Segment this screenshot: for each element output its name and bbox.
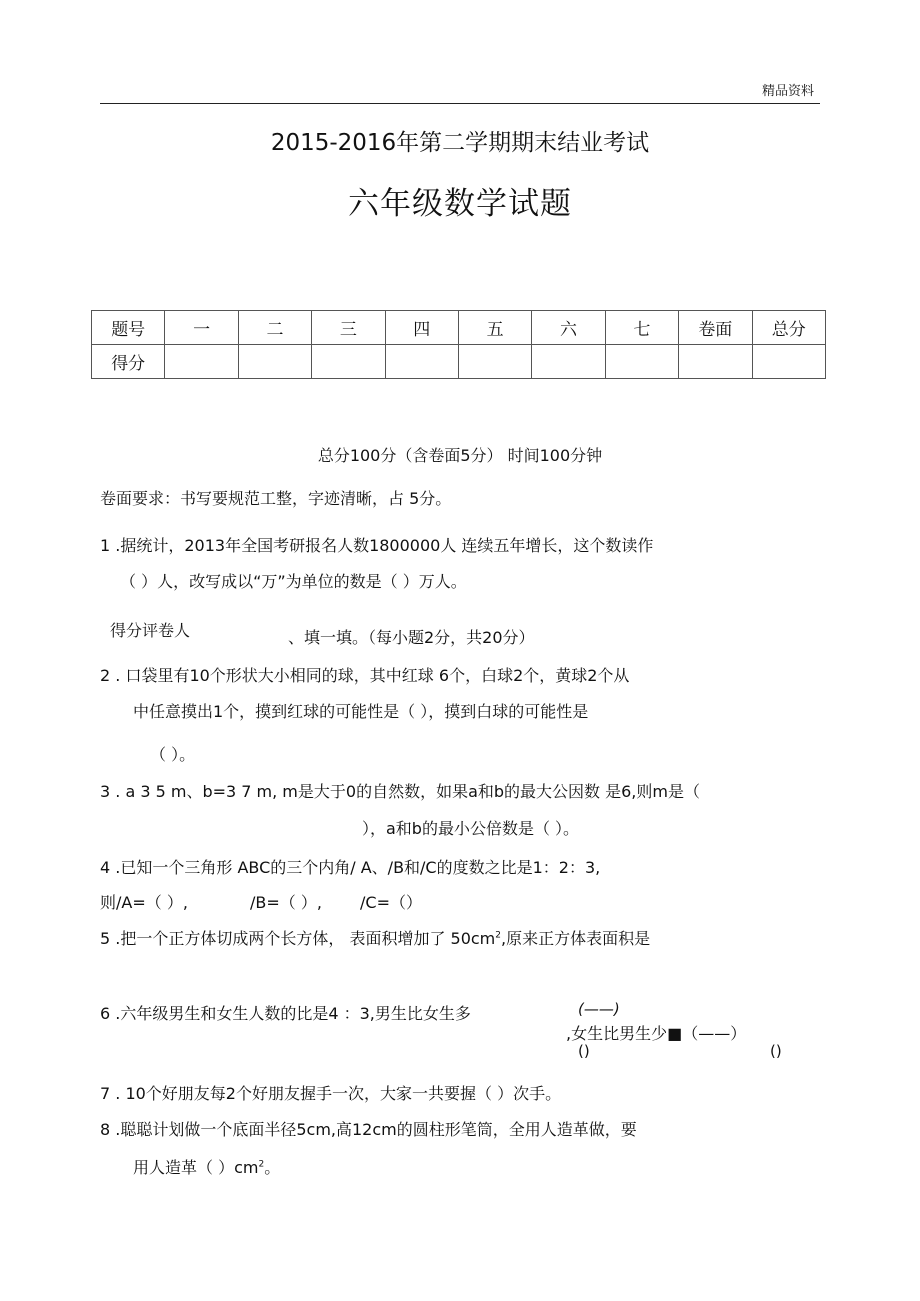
section-heading: 、填一填。（每小题2分，共20分）	[288, 628, 535, 647]
exam-info: 总分100分（含卷面5分） 时间100分钟	[317, 446, 603, 465]
q5-line	[100, 926, 650, 949]
page-requirement: 卷面要求：书写要规范工整，字迹清晰，占 5分。	[100, 489, 452, 508]
score-input-cell[interactable]	[752, 345, 825, 379]
q6-line-2: ,女生比男生少■（——）	[566, 1024, 747, 1043]
q2-line-1: 2 . 口袋里有10个形状大小相同的球，其中红球 6个，白球2个，黄球2个从	[100, 666, 630, 685]
score-header-cell: 总分	[752, 311, 825, 345]
score-header-cell: 六	[532, 311, 605, 345]
q4-angle-b: /B=（ ）,	[250, 893, 322, 912]
score-input-cell[interactable]	[605, 345, 678, 379]
score-header-cell: 四	[385, 311, 458, 345]
header-label: 精品资料	[761, 84, 814, 99]
q5-text-end: ,原来正方体表面积是	[501, 929, 651, 948]
q3-line-2: ），a和b的最小公倍数是（ ）。	[362, 819, 580, 838]
q6-line-1: 6 .六年级男生和女生人数的比是4 ：3,男生比女生多	[100, 1004, 471, 1023]
score-table-header-row	[92, 311, 826, 345]
q1-line-1: 1 .据统计，2013年全国考研报名人数1800000人 连续五年增长，这个数读作	[100, 536, 654, 555]
score-header-cell: 五	[458, 311, 531, 345]
q5-text: 5 .把一个正方体切成两个长方体， 表面积增加了 50cm	[100, 929, 496, 948]
score-input-cell[interactable]	[312, 345, 385, 379]
score-header-cell: 七	[605, 311, 678, 345]
grader-label: 得分评卷人	[110, 621, 191, 640]
q4-angle-c: /C=（）	[360, 893, 422, 912]
header-rule	[100, 103, 820, 104]
score-input-cell[interactable]	[385, 345, 458, 379]
score-row-label: 得分	[92, 345, 165, 379]
q6-paren-b: ()	[770, 1042, 782, 1060]
q3-line-1: 3 . a 3 5 m、b=3 7 m, m是大于0的自然数，如果a和b的最大公因数 是6,则m是（	[100, 782, 700, 801]
q8-line-2	[133, 1155, 280, 1178]
score-input-cell[interactable]	[458, 345, 531, 379]
score-input-cell[interactable]	[238, 345, 311, 379]
q2-line-2: 中任意摸出1个，摸到红球的可能性是（ ），摸到白球的可能性是	[133, 702, 589, 721]
q1-line-2: （ ）人，改写成以“万”为单位的数是（ ）万人。	[120, 572, 467, 591]
score-header-cell: 卷面	[679, 311, 752, 345]
q5-superscript: 2	[495, 930, 502, 941]
q8-text: 用人造革（ ）cm	[133, 1158, 259, 1177]
q7-line: 7 . 10个好朋友每2个好朋友握手一次，大家一共要握（ ）次手。	[100, 1084, 562, 1103]
score-header-cell: 二	[238, 311, 311, 345]
score-input-cell[interactable]	[532, 345, 605, 379]
score-input-cell[interactable]	[165, 345, 238, 379]
exam-title: 2015-2016年第二学期期末结业考试	[270, 130, 650, 156]
q8-text-end: 。	[264, 1158, 281, 1177]
score-input-cell[interactable]	[679, 345, 752, 379]
q4-angle-a: 则/A=（ ）,	[100, 893, 188, 912]
score-header-cell: 三	[312, 311, 385, 345]
score-table-score-row	[92, 345, 826, 379]
score-header-cell: 题号	[92, 311, 165, 345]
exam-subtitle: 六年级数学试题	[348, 186, 572, 222]
q6-paren-a: ()	[578, 1042, 590, 1060]
q6-fraction-blank: (——)	[578, 1000, 620, 1018]
q8-line-1: 8 .聪聪计划做一个底面半径5cm,高12cm的圆柱形笔筒，全用人造革做，要	[100, 1120, 637, 1139]
q2-line-3: （ ）。	[150, 745, 196, 764]
score-header-cell: 一	[165, 311, 238, 345]
q8-superscript: 2	[258, 1159, 265, 1170]
q4-line-1: 4 .已知一个三角形 ABC的三个内角/ A、/B和/C的度数之比是1：2：3,	[100, 858, 601, 877]
score-table	[91, 310, 826, 379]
